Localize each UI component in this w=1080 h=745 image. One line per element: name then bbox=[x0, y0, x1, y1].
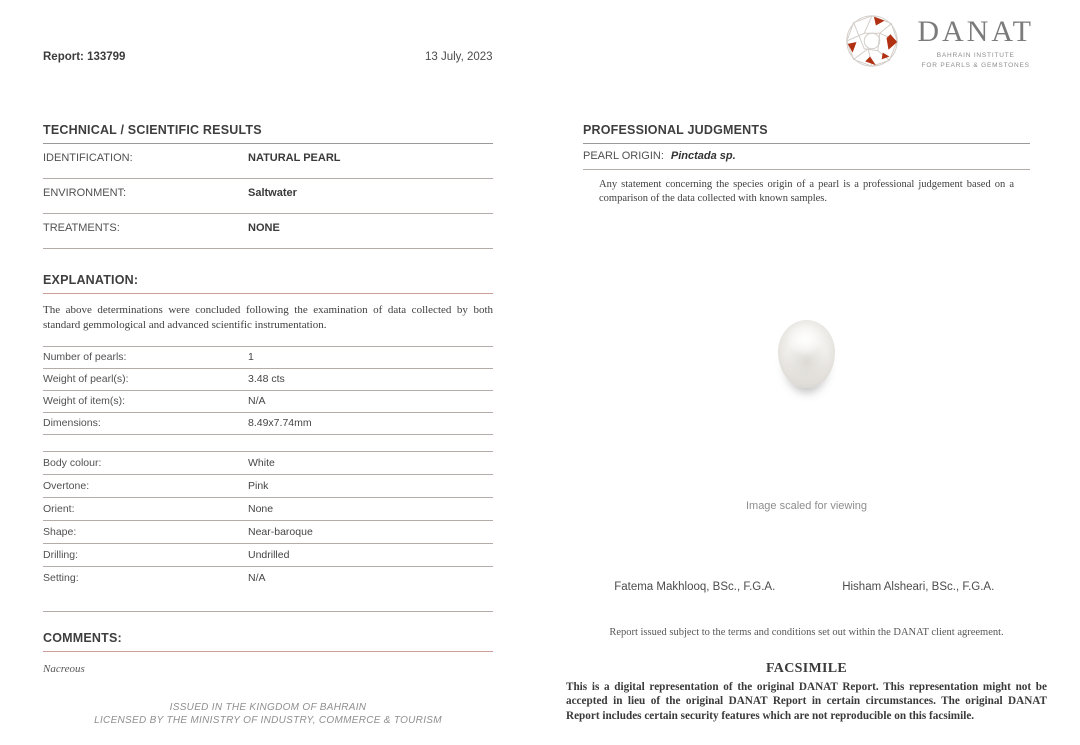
report-date: 13 July, 2023 bbox=[425, 51, 493, 63]
facsimile-block bbox=[566, 661, 1047, 723]
footer-line2: LICENSED BY THE MINISTRY OF INDUSTRY, COMMERCE & TOURISM bbox=[94, 714, 442, 726]
judgment-note: Any statement concerning the species origin of a pearl is a professional judgement based on a comparison of the data collected with known samples. bbox=[599, 179, 1014, 204]
explanation-body: The above determinations were concluded following the examination of data collected by both standard gemmological and advanced scientific instrumentation. bbox=[43, 304, 493, 331]
table-row: Orient: None bbox=[43, 498, 493, 521]
table-row: Shape: Near-baroque bbox=[43, 521, 493, 544]
treatments-label: TREATMENTS: bbox=[43, 222, 120, 234]
table-row: Setting: N/A bbox=[43, 572, 266, 585]
table-row: Overtone: Pink bbox=[43, 475, 493, 498]
environment-value: Saltwater bbox=[248, 187, 297, 199]
professional-judgments-title: PROFESSIONAL JUDGMENTS bbox=[583, 120, 1030, 144]
brand-text bbox=[917, 14, 1034, 71]
treatments-row bbox=[43, 214, 493, 249]
technical-results-section bbox=[43, 120, 493, 686]
image-caption: Image scaled for viewing bbox=[745, 500, 868, 512]
identification-row bbox=[43, 144, 493, 179]
pearl-origin-row bbox=[583, 144, 1030, 170]
comments-title: COMMENTS: bbox=[43, 629, 493, 652]
pearl-origin-value: Pinctada sp. bbox=[670, 150, 736, 162]
brand-header bbox=[841, 10, 1034, 77]
pearl-origin-label: PEARL ORIGIN: bbox=[583, 150, 664, 162]
danat-logo-icon bbox=[841, 10, 903, 77]
environment-row bbox=[43, 179, 493, 214]
appearance-table bbox=[43, 451, 493, 589]
report-number: Report: 133799 bbox=[43, 51, 126, 63]
explanation-title: EXPLANATION: bbox=[43, 271, 493, 294]
brand-name: DANAT bbox=[917, 14, 1034, 48]
table-row: Dimensions: 8.49x7.74mm bbox=[43, 413, 493, 435]
comments-body: Nacreous bbox=[43, 663, 85, 676]
table-row: Weight of pearl(s): 3.48 cts bbox=[43, 369, 493, 391]
signatory-1: Fatema Makhlooq, BSc., F.G.A. bbox=[614, 581, 776, 593]
identification-value: NATURAL PEARL bbox=[248, 152, 341, 164]
technical-results-title: TECHNICAL / SCIENTIFIC RESULTS bbox=[43, 120, 493, 144]
issuer-footer bbox=[43, 702, 493, 727]
terms-note: Report issued subject to the terms and conditions set out within the DANAT client agreement. bbox=[609, 627, 1004, 638]
pearl-image bbox=[778, 320, 835, 388]
identification-label: IDENTIFICATION: bbox=[43, 152, 133, 164]
pearl-photo-wrap bbox=[583, 320, 1030, 388]
brand-subtitle: BAHRAIN INSTITUTE FOR PEARLS & GEMSTONES bbox=[921, 51, 1030, 69]
facsimile-title: FACSIMILE bbox=[765, 661, 847, 676]
table-row: Body colour: White bbox=[43, 452, 493, 475]
signatory-2: Hisham Alsheari, BSc., F.G.A. bbox=[842, 581, 995, 593]
table-row: Drilling: Undrilled bbox=[43, 544, 493, 567]
facsimile-body: This is a digital representation of the original DANAT Report. This representation might not be accepted in lieu of the original DANAT Report in certain circumstances. The original DANAT Report includes certain security features which are not reproducible on this facsimile. bbox=[566, 681, 1047, 722]
signatures-row bbox=[583, 581, 1030, 593]
professional-judgments-section bbox=[566, 120, 1047, 745]
measurements-table bbox=[43, 346, 493, 435]
divider-line bbox=[43, 611, 493, 612]
treatments-value: NONE bbox=[248, 222, 280, 234]
table-row: Number of pearls: 1 bbox=[43, 347, 493, 369]
footer-line1: ISSUED IN THE KINGDOM OF BAHRAIN bbox=[169, 702, 367, 713]
table-row: Weight of item(s): N/A bbox=[43, 391, 493, 413]
environment-label: ENVIRONMENT: bbox=[43, 187, 127, 199]
